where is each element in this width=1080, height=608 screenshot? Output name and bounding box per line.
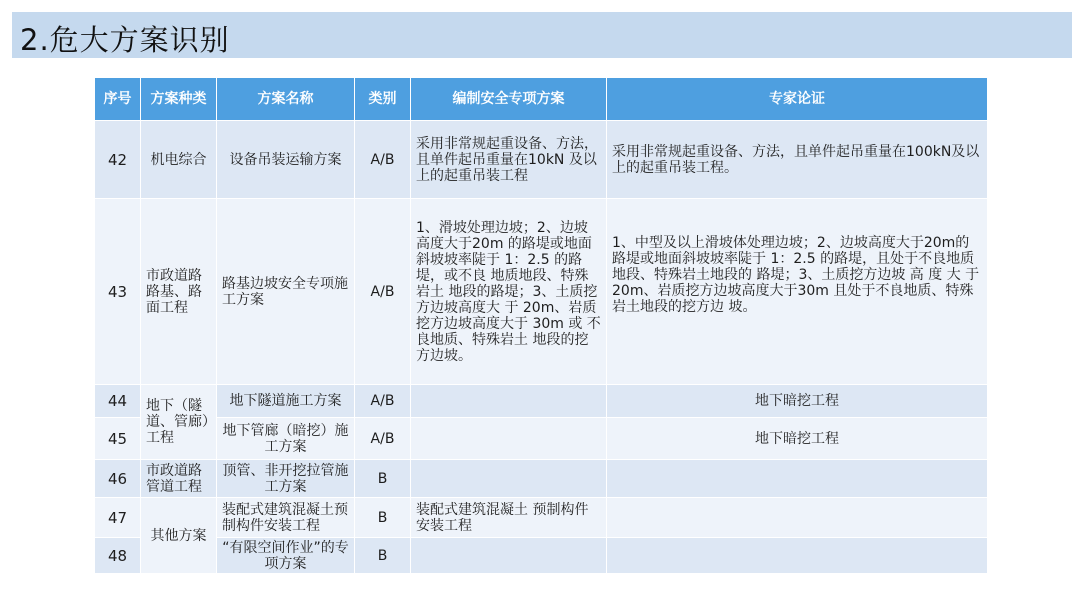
row-expert (607, 538, 988, 574)
row-safety-plan: 装配式建筑混凝土 预制构件安装工程 (411, 498, 607, 538)
row-expert: 采用非常规起重设备、方法，且单件起吊重量在100kN及以上的起重吊装工程。 (607, 121, 988, 199)
row-name: 设备吊装运输方案 (217, 121, 355, 199)
row-category: A/B (355, 418, 411, 460)
row-safety-plan: 1、滑坡处理边坡；2、边坡高度大于20m 的路堤或地面 斜坡坡率陡于 1：2.5 的路堤，或不良 地质地段、特殊岩土 地段的路堤；3、土质挖方边坡高度大 于 20m、岩质挖方边坡高度大于 30m 或 不良地质、特殊岩土 地段的挖方边坡。 (411, 199, 607, 385)
table-row (95, 385, 988, 418)
row-expert: 地下暗挖工程 (607, 418, 988, 460)
row-name: 顶管、非开挖拉管施工方案 (217, 460, 355, 498)
header-category: 类别 (355, 78, 411, 121)
row-category: A/B (355, 199, 411, 385)
row-category: A/B (355, 385, 411, 418)
row-safety-plan (411, 385, 607, 418)
row-category: B (355, 538, 411, 574)
row-no: 48 (95, 538, 141, 574)
header-no: 序号 (95, 78, 141, 121)
row-no: 46 (95, 460, 141, 498)
row-name: 地下隧道施工方案 (217, 385, 355, 418)
row-no: 44 (95, 385, 141, 418)
table-row (95, 460, 988, 498)
table-row (95, 121, 988, 199)
row-no: 47 (95, 498, 141, 538)
row-no: 45 (95, 418, 141, 460)
hazard-plan-table (94, 77, 988, 574)
table-row (95, 418, 988, 460)
row-safety-plan: 采用非常规起重设备、方法，且单件起吊重量在10kN 及以上的起重吊装工程 (411, 121, 607, 199)
row-type: 市政道路管道工程 (141, 460, 217, 498)
row-type: 市政道路路基、路面工程 (141, 199, 217, 385)
header-expert: 专家论证 (607, 78, 988, 121)
row-expert (607, 460, 988, 498)
row-category: A/B (355, 121, 411, 199)
row-name: 装配式建筑混凝土预制构件安装工程 (217, 498, 355, 538)
page-title: 2.危大方案识别 (20, 23, 230, 57)
table-row (95, 538, 988, 574)
row-safety-plan (411, 418, 607, 460)
row-name: “有限空间作业”的专项方案 (217, 538, 355, 574)
row-category: B (355, 498, 411, 538)
row-type: 机电综合 (141, 121, 217, 199)
row-name: 地下管廊（暗挖）施工方案 (217, 418, 355, 460)
row-type: 地下（隧道、管廊）工程 (141, 385, 217, 460)
row-expert: 地下暗挖工程 (607, 385, 988, 418)
table-row (95, 199, 988, 385)
row-category: B (355, 460, 411, 498)
title-band (12, 12, 1072, 58)
table-row (95, 498, 988, 538)
row-name: 路基边坡安全专项施工方案 (217, 199, 355, 385)
table-header-row (95, 78, 988, 121)
row-safety-plan (411, 538, 607, 574)
header-safety-plan: 编制安全专项方案 (411, 78, 607, 121)
header-type: 方案种类 (141, 78, 217, 121)
row-no: 42 (95, 121, 141, 199)
row-safety-plan (411, 460, 607, 498)
row-no: 43 (95, 199, 141, 385)
row-type: 其他方案 (141, 498, 217, 574)
row-expert (607, 498, 988, 538)
header-name: 方案名称 (217, 78, 355, 121)
row-expert: 1、中型及以上滑坡体处理边坡；2、边坡高度大于20m的路堤或地面斜坡坡率陡于 1：2.5 的路堤，且处于不良地质地段、特殊岩土地段的 路堤；3、土质挖方边坡 高 度 大 于 20m、岩质挖方边坡高度大于30m 且处于不良地质、特殊岩土地段的挖方边 坡。 (607, 199, 988, 385)
